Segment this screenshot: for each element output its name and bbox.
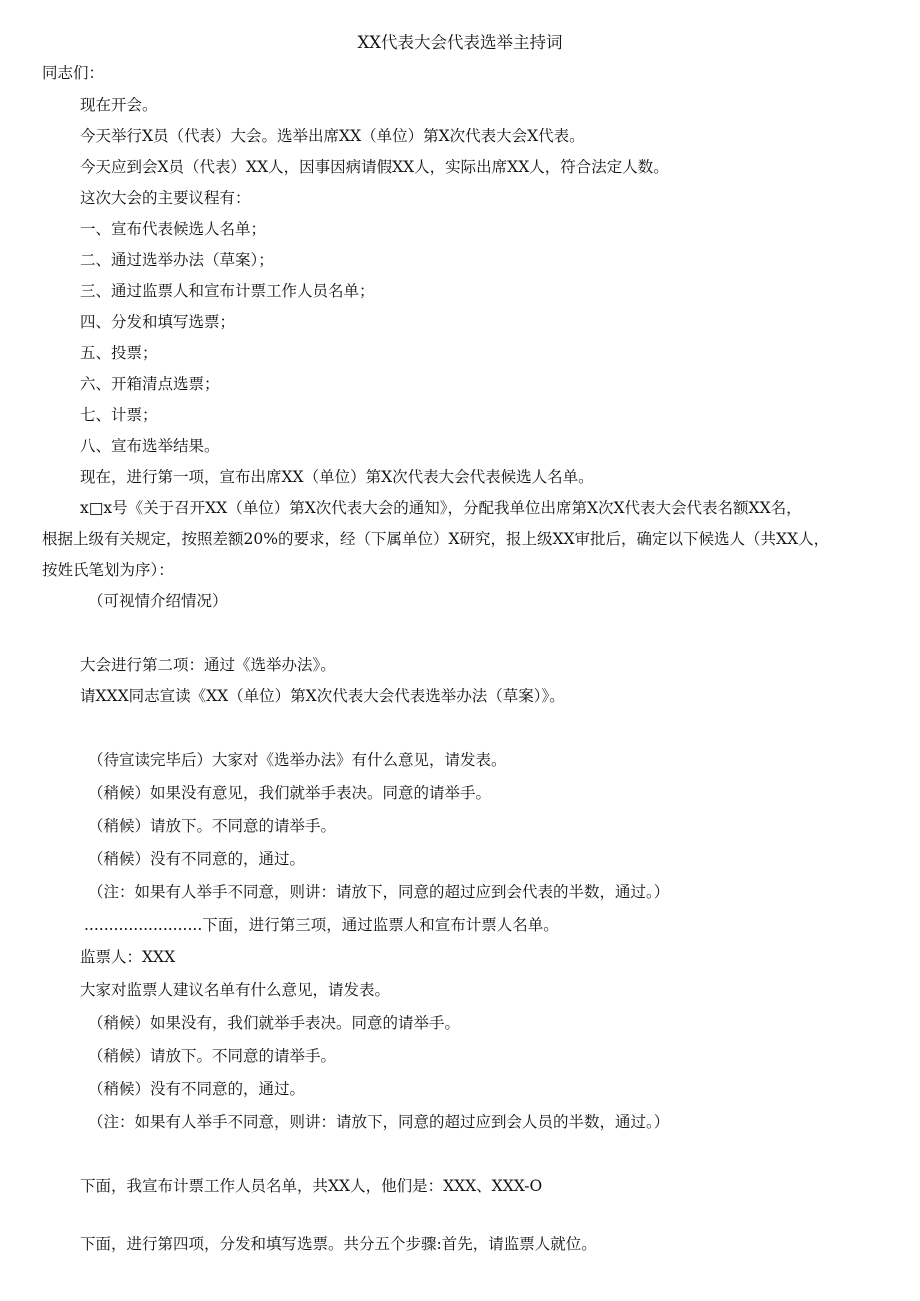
- scrutineer-oppose: （稍候）请放下。不同意的请举手。: [88, 1047, 337, 1065]
- agenda-item-4: 四、分发和填写选票；: [80, 313, 236, 331]
- agenda-item-6: 六、开箱清点选票；: [80, 375, 220, 393]
- agenda-item-3: 三、通过监票人和宣布计票工作人员名单；: [80, 282, 375, 300]
- notice-line-1: x□x号《关于召开XX（单位）第X次代表大会的通知》，分配我单位出席第X次X代表大会代表名额XX名，: [80, 499, 802, 517]
- agenda-item-1: 一、宣布代表候选人名单；: [80, 220, 267, 238]
- agenda-item-8: 八、宣布选举结果。: [80, 437, 220, 455]
- agenda-item-5: 五、投票；: [80, 344, 158, 362]
- step-opinion: （待宣读完毕后）大家对《选举办法》有什么意见，请发表。: [88, 751, 507, 769]
- scrutineer-label: 监票人：XXX: [80, 948, 176, 966]
- scrutineer-note: （注：如果有人举手不同意，则讲：请放下，同意的超过应到会人员的半数，通过。）: [88, 1113, 670, 1131]
- step-vote: （稍候）如果没有意见，我们就举手表决。同意的请举手。: [88, 784, 492, 802]
- scrutineer-pass: （稍候）没有不同意的，通过。: [88, 1080, 306, 1098]
- note-introduce: （可视情介绍情况）: [88, 592, 228, 610]
- paragraph-item-three: ........................下面，进行第三项，通过监票人和宣布计票人名单。: [84, 916, 559, 934]
- salutation: 同志们：: [42, 64, 105, 82]
- paragraph-open: 现在开会。: [80, 96, 158, 114]
- paragraph-item-four: 下面，进行第四项，分发和填写选票。共分五个步骤:首先，请监票人就位。: [80, 1235, 597, 1253]
- counter-list: 下面，我宣布计票工作人员名单，共XX人，他们是：XXX、XXX-O: [80, 1177, 543, 1195]
- agenda-item-7: 七、计票；: [80, 406, 158, 424]
- step-oppose: （稍候）请放下。不同意的请举手。: [88, 817, 337, 835]
- document-title: XX代表大会代表选举主持词: [357, 33, 563, 52]
- paragraph-meeting: 今天举行X员（代表）大会。选举出席XX（单位）第X次代表大会X代表。: [80, 127, 585, 145]
- step-pass: （稍候）没有不同意的，通过。: [88, 850, 306, 868]
- agenda-item-2: 二、通过选举办法（草案）；: [80, 251, 274, 269]
- note-majority: （注：如果有人举手不同意，则讲：请放下，同意的超过应到会代表的半数，通过。）: [88, 883, 670, 901]
- scrutineer-vote: （稍候）如果没有，我们就举手表决。同意的请举手。: [88, 1014, 461, 1032]
- scrutineer-opinion: 大家对监票人建议名单有什么意见，请发表。: [80, 981, 391, 999]
- paragraph-read-method: 请XXX同志宣读《XX（单位）第X次代表大会代表选举办法（草案）》。: [80, 687, 565, 705]
- notice-line-2: 根据上级有关规定，按照差额20%的要求，经（下属单位）X研究，报上级XX审批后，确定以下候选人（共XX人，: [42, 530, 830, 548]
- agenda-intro: 这次大会的主要议程有：: [80, 189, 251, 207]
- paragraph-item-two: 大会进行第二项：通过《选举办法》。: [80, 656, 336, 674]
- notice-line-3: 按姓氏笔划为序）：: [42, 561, 174, 579]
- paragraph-item-one: 现在，进行第一项，宣布出席XX（单位）第X次代表大会代表候选人名单。: [80, 468, 594, 486]
- paragraph-attendance: 今天应到会X员（代表）XX人，因事因病请假XX人，实际出席XX人，符合法定人数。: [80, 158, 669, 176]
